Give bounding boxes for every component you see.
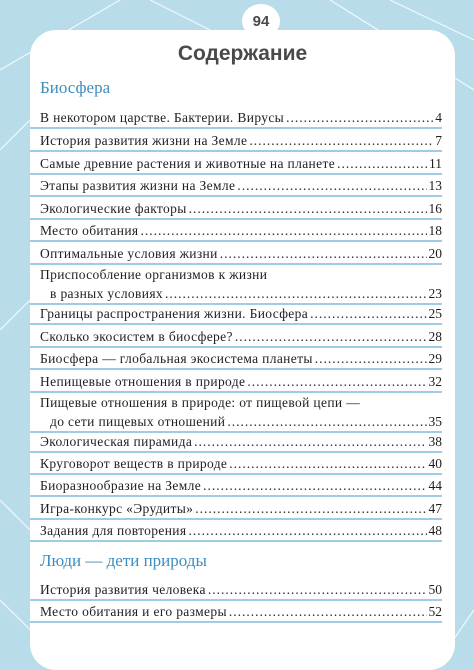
toc-entry[interactable] [30,394,442,433]
entry-page: 23 [428,286,442,301]
entry-title-line2: до сети пищевых отношений [50,414,226,429]
leader-dots [229,602,427,621]
leader-dots [247,372,426,391]
toc-entry[interactable] [30,266,442,305]
toc-entry[interactable] [30,521,442,542]
entry-page: 38 [428,434,442,449]
entry-page: 40 [428,456,442,471]
page-title: Содержание [177,42,308,65]
toc-entry[interactable] [30,108,442,129]
leader-dots [315,349,427,368]
leader-dots [194,432,426,451]
entry-title: Сколько экосистем в биосфере? [40,329,233,344]
toc-entry[interactable] [30,244,442,265]
entry-title: Игра-конкурс «Эрудиты» [40,501,194,516]
toc-entry[interactable] [30,327,442,348]
toc-entry[interactable] [30,499,442,520]
entry-title: Круговорот веществ в природе [40,456,228,471]
entry-title: Место обитания и его размеры [40,604,227,619]
toc-entry[interactable] [30,176,442,197]
entry-title: Оптимальные условия жизни [40,246,218,261]
entry-page: 25 [428,306,442,321]
entry-page: 13 [428,178,442,193]
toc-entry[interactable] [30,221,442,242]
toc-entry[interactable] [30,432,442,453]
leader-dots [337,154,427,173]
entry-title: История развития жизни на Земле [40,133,248,148]
entry-title: Биоразнообразие на Земле [40,478,202,493]
leader-dots [189,199,427,218]
section-heading-biosphere: Биосфера [40,78,111,97]
page-number-badge: 94 [242,4,280,38]
entry-page: 18 [428,223,442,238]
toc-entry[interactable] [30,454,442,475]
entry-title: Самые древние растения и животные на планете [40,156,336,171]
contents-sheet [30,30,455,670]
entry-page: 16 [428,201,442,216]
entry-page: 28 [428,329,442,344]
entry-page: 29 [428,351,442,366]
entry-title-line1: Пищевые отношения в природе: от пищевой цепи — [40,395,361,410]
entry-page: 20 [428,246,442,261]
entry-title: Этапы развития жизни на Земле [40,178,236,193]
leader-dots [286,108,433,127]
entry-page: 44 [428,478,442,493]
entry-page: 32 [428,374,442,389]
toc-entry[interactable] [30,476,442,497]
leader-dots [229,454,426,473]
entry-page: 35 [428,414,442,429]
entry-page: 48 [428,523,442,538]
toc-entry[interactable] [30,580,442,601]
toc-entry[interactable] [30,602,442,623]
toc-entry[interactable] [30,349,442,370]
leader-dots [249,131,433,150]
toc-entry[interactable] [30,154,442,175]
entry-title: История развития человека [40,582,206,597]
entry-page: 7 [435,133,442,148]
section-heading-people: Люди — дети природы [40,551,207,570]
toc-entry[interactable] [30,199,442,220]
entry-title: Биосфера — глобальная экосистема планеты [40,351,313,366]
toc-entry[interactable] [30,304,442,325]
entry-title: Место обитания [40,223,139,238]
leader-dots [140,221,426,240]
leader-dots [227,412,426,431]
leader-dots [203,476,426,495]
toc-entry[interactable] [30,131,442,152]
leader-dots [195,499,426,518]
entry-title: Задания для повторения [40,523,187,538]
entry-title: В некотором царстве. Бактерии. Вирусы [40,110,285,125]
entry-title-line1: Приспособление организмов к жизни [40,267,268,282]
leader-dots [237,176,426,195]
toc-entry[interactable] [30,372,442,393]
leader-dots [165,284,427,303]
entry-page: 52 [428,604,442,619]
entry-page: 11 [429,156,442,171]
entry-title: Непищевые отношения в природе [40,374,246,389]
leader-dots [235,327,427,346]
entry-title: Экологическая пирамида [40,434,193,449]
entry-title-line2: в разных условиях [50,286,163,301]
leader-dots [188,521,426,540]
entry-page: 4 [435,110,442,125]
entry-title: Экологические факторы [40,201,187,216]
leader-dots [220,244,427,263]
entry-page: 50 [428,582,442,597]
leader-dots [310,304,426,323]
entry-page: 47 [428,501,442,516]
leader-dots [208,580,427,599]
entry-title: Границы распространения жизни. Биосфера [40,306,309,321]
